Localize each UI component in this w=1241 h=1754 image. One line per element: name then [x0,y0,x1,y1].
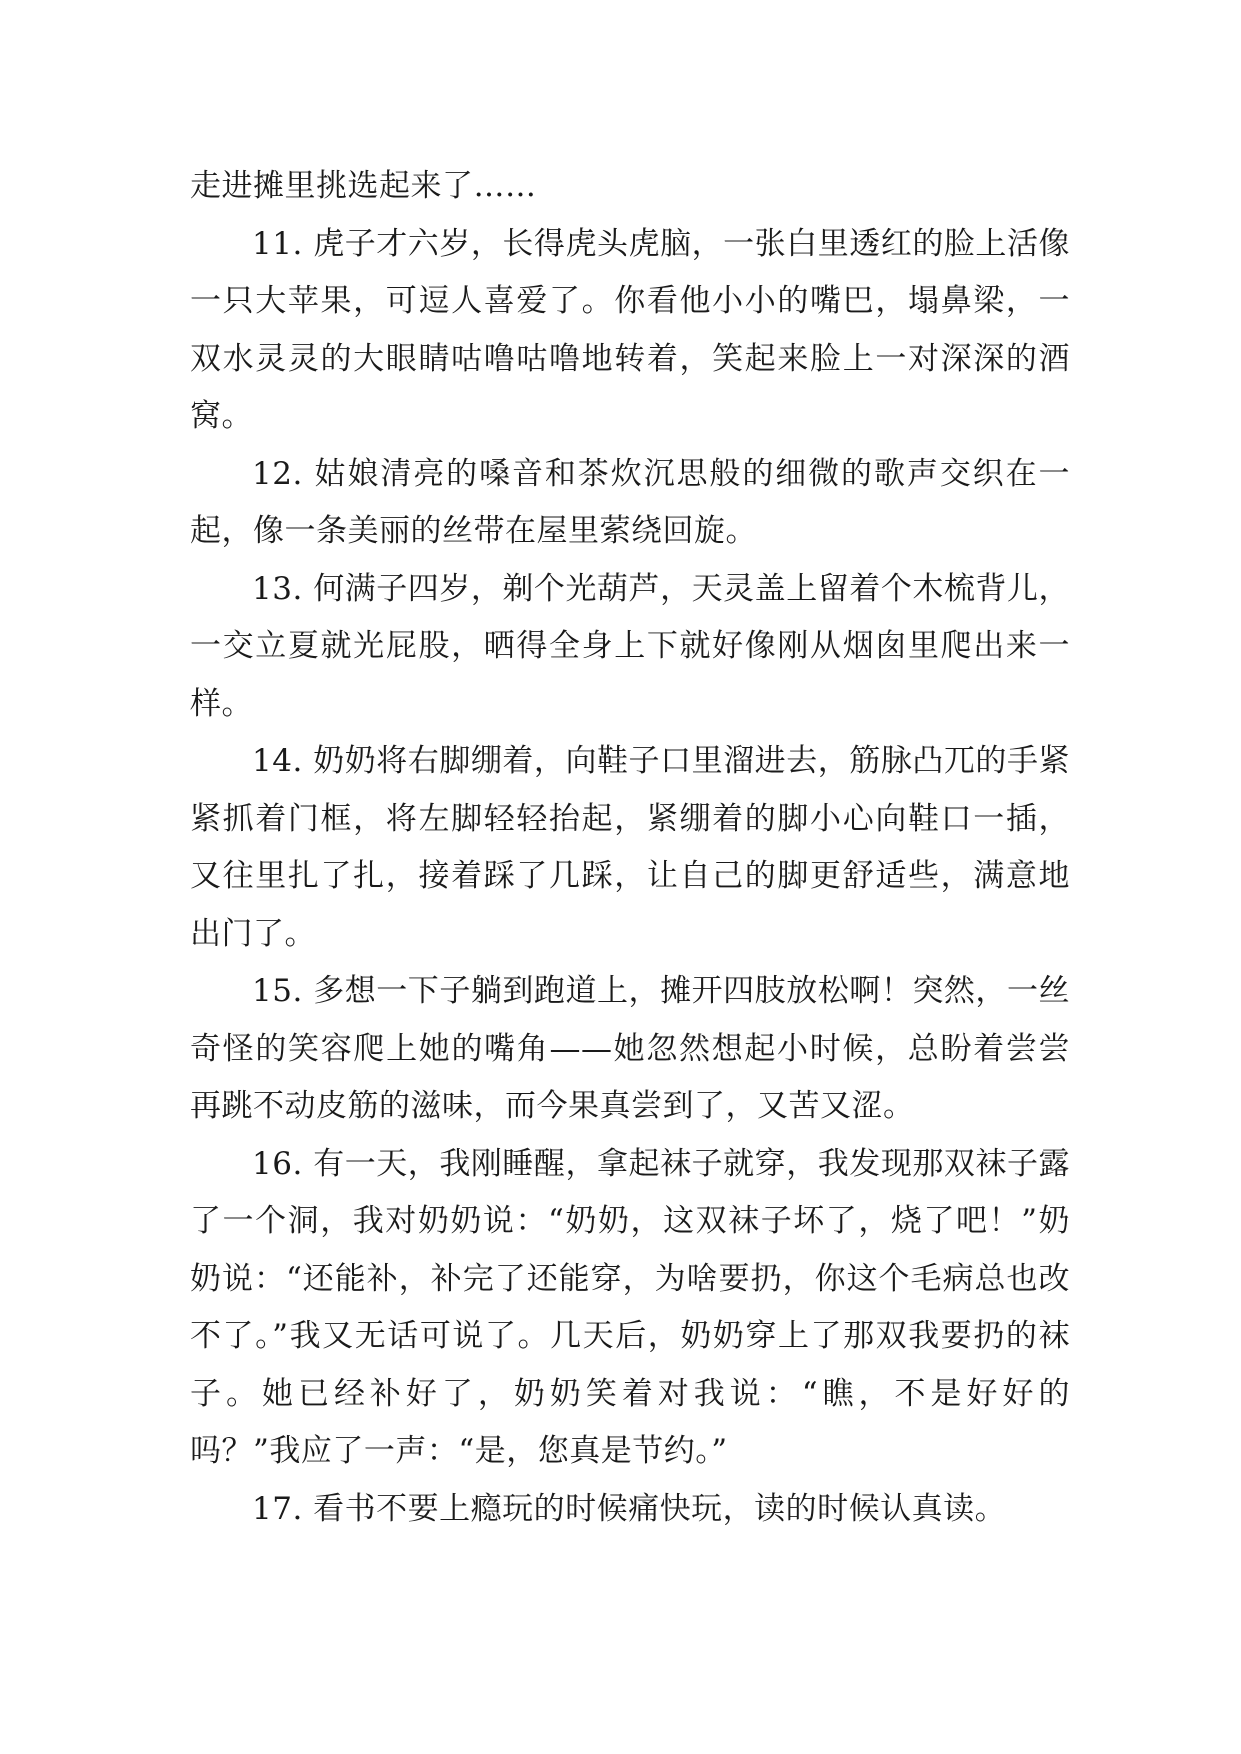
paragraph-13: 13. 何满子四岁，剃个光葫芦，天灵盖上留着个木梳背儿，一交立夏就光屁股，晒得全身上下就好像刚从烟囱里爬出来一样。 [190,570,1070,722]
paragraph-14: 14. 奶奶将右脚绷着，向鞋子口里溜进去，筋脉凸兀的手紧紧抓着门框，将左脚轻轻抬起，紧绷着的脚小心向鞋口一插，又往里扎了扎，接着踩了几踩，让自己的脚更舒适些，满意地出门了。 [190,743,1070,952]
paragraph-continuation: 走进摊里挑选起来了…… [190,168,537,204]
paragraph-16: 16. 有一天，我刚睡醒，拿起袜子就穿，我发现那双袜子露了一个洞，我对奶奶说：“奶奶，这双袜子坏了，烧了吧！”奶奶说：“还能补，补完了还能穿，为啥要扔，你这个毛病总也改不了。”我又无话可说了。几天后，奶奶穿上了那双我要扔的袜子。她已经补好了，奶奶笑着对我说：“瞧，不是好好的吗？”我应了一声：“是，您真是节约。” [190,1145,1070,1469]
paragraph-17: 17. 看书不要上瘾玩的时候痛快玩，读的时候认真读。 [252,1490,1007,1527]
document-body [190,158,1070,1538]
paragraph-15: 15. 多想一下子躺到跑道上，摊开四肢放松啊！突然，一丝奇怪的笑容爬上她的嘴角——她忽然想起小时候，总盼着尝尝再跳不动皮筋的滋味，而今果真尝到了，又苦又涩。 [190,973,1070,1124]
paragraph-11: 11. 虎子才六岁，长得虎头虎脑，一张白里透红的脸上活像一只大苹果，可逗人喜爱了。你看他小小的嘴巴，塌鼻梁，一双水灵灵的大眼睛咕噜咕噜地转着，笑起来脸上一对深深的酒窝。 [190,225,1070,434]
paragraph-12: 12. 姑娘清亮的嗓音和茶炊沉思般的细微的歌声交织在一起，像一条美丽的丝带在屋里萦绕回旋。 [190,455,1070,549]
